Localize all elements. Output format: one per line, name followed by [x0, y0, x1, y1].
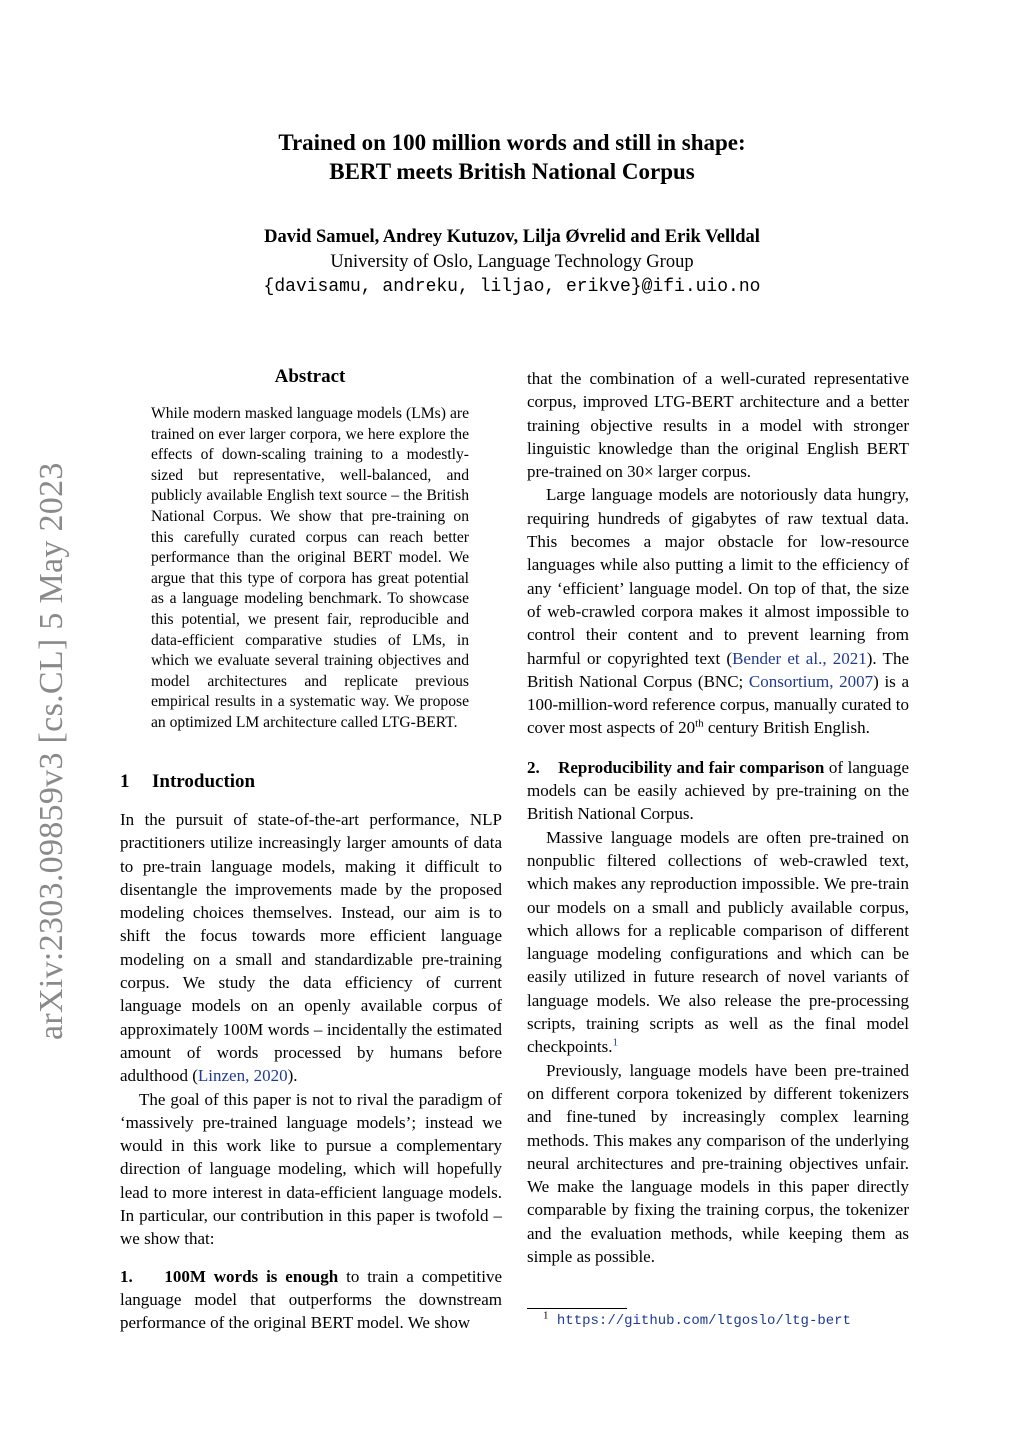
contribution-label: 1. 100M words is enough [120, 1266, 339, 1286]
paragraph-massive-models [527, 826, 909, 1059]
section-heading [120, 771, 255, 793]
footnote-url[interactable]: https://github.com/ltgoslo/ltg-bert [556, 1313, 851, 1329]
intro-paragraph-1 [120, 808, 502, 1088]
arxiv-identifier: arXiv:2303.09859v3 [cs.CL] 5 May 2023 [33, 462, 70, 1040]
contribution-label: 2. Reproducibility and fair comparison [527, 757, 825, 777]
section-number: 1 [120, 771, 130, 792]
section-title: Introduction [152, 771, 256, 792]
text-span: Massive language models are often pre-trained on nonpublic filtered collections of web-crawled text, which makes any reproduction impossible. We pre-train our models on a small and publicly available corpus, which allows for a replicable comparison of different language modeling configurations and which can be easily utilized in future research of novel variants of language models. We also release the pre-processing scripts, training scripts as well as the final model checkpoints. [527, 827, 909, 1057]
superscript: th [695, 717, 704, 730]
paper-title [0, 128, 1024, 186]
contribution-item-1 [120, 1265, 502, 1335]
text-span: Large language models are notoriously data hungry, requiring hundreds of gigabytes of raw textual data. This becomes a major obstacle for low-resource languages while also putting a limit to the efficiency of any ‘efficient’ language model. On top of that, the size of web-crawled corpora makes it almost impossible to control their content and to prevent learning from harmful or copyrighted text ( [527, 485, 909, 668]
paragraph-previously: Previously, language models have been pre-trained on different corpora tokenized by different tokenizers and fine-tuned by increasingly complex learning methods. This makes any comparison of the underlying neural architectures and pre-training objectives unfair. We make the language models in this paper directly comparable by fixing the training corpus, the tokenizer and the evaluation methods, while keeping them as simple as possible. [527, 1060, 909, 1266]
abstract-heading: Abstract [274, 366, 346, 387]
citation-link[interactable]: Consortium, 2007 [748, 671, 874, 691]
footnote [543, 1309, 851, 1329]
citation-link[interactable]: Bender et al., 2021 [732, 648, 867, 668]
text-span: ). The British National Corpus (BNC; [527, 648, 909, 691]
text-span: to train a competitive language model that outperforms the downstream performance of the original BERT model. We show [120, 1266, 502, 1333]
continued-paragraph: that the combination of a well-curated representative corpus, improved LTG-BERT architecture and a better training objective results in a model with stronger linguistic knowledge than the original English BERT pre-trained on 30× larger corpus. [527, 369, 909, 482]
text-span: In the pursuit of state-of-the-art performance, NLP practitioners utilize increasingly larger amounts of data to pre-train language models, making it difficult to disentangle the improvements made by the proposed modeling choices themselves. Instead, our aim is to shift the focus towards more efficient language modeling on a small and standardizable pre-training corpus. We study the data efficiency of current language models on an openly available corpus of approximately 100M words – incidentally the estimated amount of words processed by humans before adulthood ( [120, 810, 502, 1086]
contribution-item-2 [527, 756, 909, 826]
abstract-body: While modern masked language models (LMs) are trained on ever larger corpora, we here explore the effects of down-scaling training to a modestly-sized but representative, well-balanced, and publicly available English text source – the British National Corpus. We show that pre-training on this carefully curated corpus can reach better performance than the original BERT model. We argue that this type of corpora has great potential as a language modeling benchmark. To showcase this potential, we present fair, reproducible and data-efficient comparative studies of LMs, in which we evaluate several training objectives and model architectures and replicate previous empirical results in a systematic way. We propose an optimized LM architecture called LTG-BERT. [151, 405, 469, 731]
paragraph-data-hungry [527, 483, 909, 739]
affiliation: University of Oslo, Language Technology Group [330, 252, 694, 272]
footnote-number: 1 [543, 1309, 549, 1322]
author-names: David Samuel, Andrey Kutuzov, Lilja Øvrelid and Erik Velldal [264, 227, 760, 247]
title-line-2: BERT meets British National Corpus [329, 159, 695, 184]
footnote-marker[interactable]: 1 [612, 1036, 618, 1049]
author-emails: {davisamu, andreku, liljao, erikve}@ifi.uio.no [263, 277, 761, 297]
text-span: of language models can be easily achieved by pre-training on the British National Corpus. [527, 757, 909, 824]
text-span: ) is a 100-million-word reference corpus, manually curated to cover most aspects of 20 [527, 671, 909, 738]
title-line-1: Trained on 100 million words and still in shape: [278, 130, 746, 155]
intro-paragraph-2: The goal of this paper is not to rival the paradigm of ‘massively pre-trained language models’; instead we would in this work like to pursue a complementary direction of language modeling, which will hopefully lead to more interest in data-efficient language models. In particular, our contribution in this paper is twofold – we show that: [120, 1089, 502, 1249]
citation-link[interactable]: Linzen, 2020 [197, 1066, 288, 1086]
left-column [120, 808, 502, 1335]
author-block [0, 225, 1024, 300]
text-span: ). [287, 1066, 298, 1086]
right-column [527, 367, 909, 1268]
text-span: century British English. [703, 718, 870, 738]
footnote-divider [527, 1308, 627, 1309]
